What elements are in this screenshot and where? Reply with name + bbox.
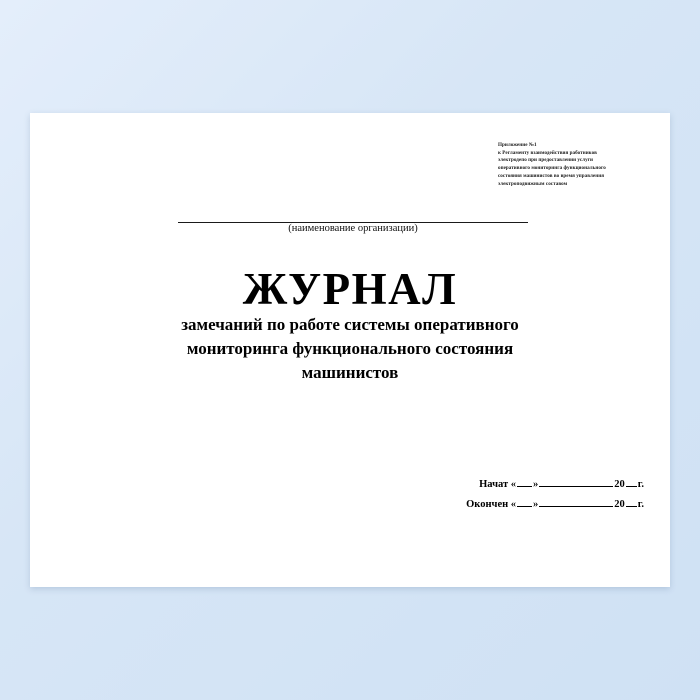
finished-date-row [466, 495, 644, 515]
subtitle-line-3: машинистов [301, 363, 399, 383]
finished-year-blank [626, 506, 637, 507]
started-label: Начат [479, 479, 509, 490]
subtitle-line-1: замечаний по работе системы оперативного [181, 315, 519, 334]
organization-name-caption: (наименование организации) [288, 223, 418, 234]
started-year-blank [626, 486, 637, 487]
finished-quote-close: » [533, 499, 539, 511]
started-day-blank [517, 486, 532, 487]
date-fields-block [466, 475, 644, 516]
started-month-blank [539, 486, 613, 487]
started-quote-close: » [533, 479, 539, 490]
appendix-line-2: к Регламенту взаимодействия работников [498, 149, 597, 156]
document-sheet [30, 113, 670, 587]
appendix-reference-block [498, 142, 653, 188]
subtitle-line-2: мониторинга функционального состояния [186, 339, 514, 359]
started-year-suffix: г. [637, 479, 644, 490]
finished-month-blank [539, 506, 613, 507]
appendix-line-4: оперативного мониторинга функционального [498, 165, 606, 172]
appendix-line-1: Приложение №1 [498, 142, 537, 148]
page-title: ЖУРНАЛ [242, 264, 458, 314]
started-year-prefix: 20 [614, 479, 625, 490]
finished-day-blank [517, 506, 532, 507]
appendix-line-5: состояния машинистов во время управления [498, 172, 605, 179]
finished-label: Окончен [466, 499, 509, 511]
started-date-row [466, 475, 644, 495]
finished-year-suffix: г. [637, 499, 644, 511]
appendix-line-6: электроподвижным составом [498, 180, 568, 187]
started-quote-open: « [510, 479, 517, 490]
document-subtitle [90, 313, 610, 385]
finished-quote-open: « [510, 499, 517, 511]
finished-year-prefix: 20 [614, 499, 625, 511]
appendix-line-3: электродепо при предоставлении услуги [498, 157, 594, 164]
